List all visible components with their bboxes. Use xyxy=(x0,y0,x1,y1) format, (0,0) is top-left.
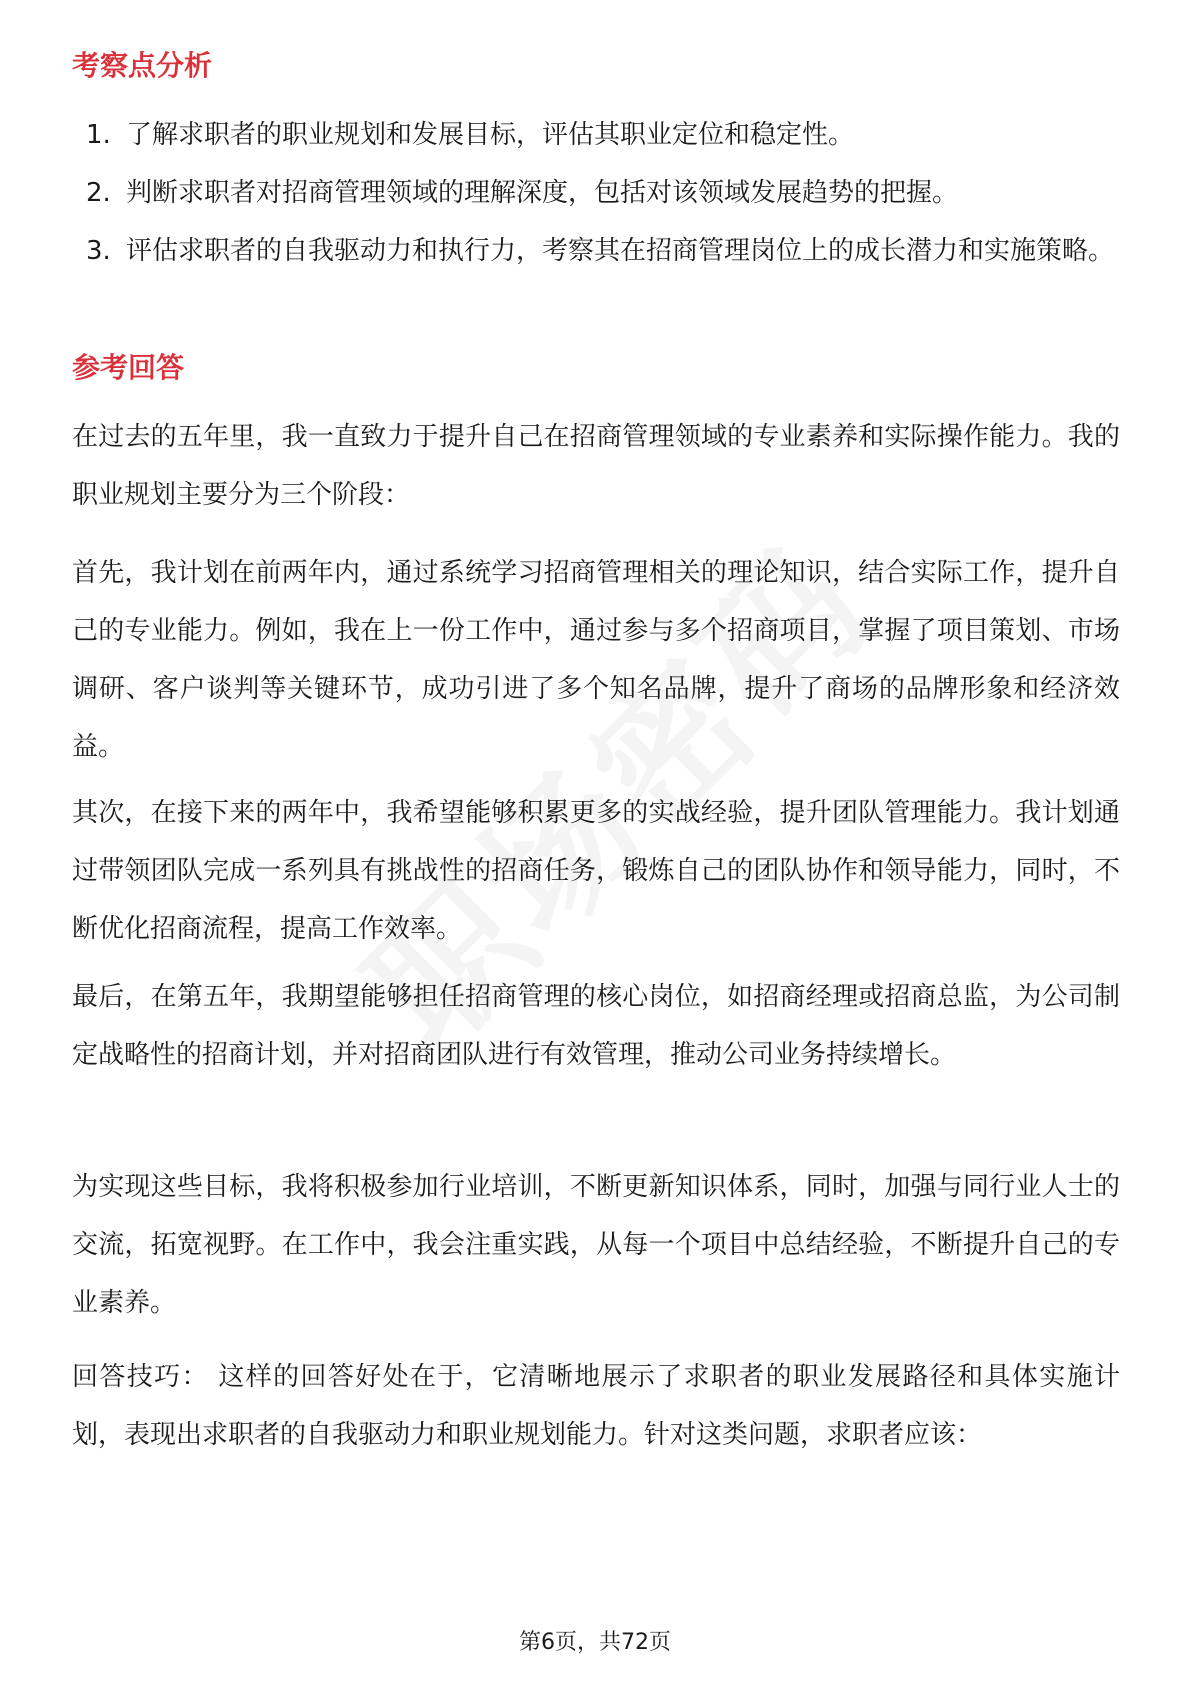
list-item-text: 了解求职者的职业规划和发展目标，评估其职业定位和稳定性。 xyxy=(126,120,855,150)
answer-paragraph: 在过去的五年里，我一直致力于提升自己在招商管理领域的专业素养和实际操作能力。我的职业规划主要分为三个阶段： xyxy=(72,422,1120,510)
list-item-number: 2. xyxy=(86,178,111,208)
list-item-number: 1. xyxy=(86,120,111,150)
list-item-text: 判断求职者对招商管理领域的理解深度，包括对该领域发展趋势的把握。 xyxy=(126,178,959,208)
page-number: 第6页，共72页 xyxy=(519,1630,671,1655)
answer-paragraph: 其次，在接下来的两年中，我希望能够积累更多的实战经验，提升团队管理能力。我计划通过带领团队完成一系列具有挑战性的招商任务，锻炼自己的团队协作和领导能力，同时，不断优化招商流程，提高工作效率。 xyxy=(72,798,1120,944)
analysis-list xyxy=(72,106,1122,280)
list-item xyxy=(72,106,1122,164)
list-item-number: 3. xyxy=(86,236,111,266)
answer-heading: 参考回答 xyxy=(72,351,185,384)
answer-paragraph: 为实现这些目标，我将积极参加行业培训，不断更新知识体系，同时，加强与同行业人士的交流，拓宽视野。在工作中，我会注重实践，从每一个项目中总结经验，不断提升自己的专业素养。 xyxy=(72,1172,1120,1318)
answer-paragraph: 最后，在第五年，我期望能够担任招商管理的核心岗位，如招商经理或招商总监，为公司制定战略性的招商计划，并对招商团队进行有效管理，推动公司业务持续增长。 xyxy=(72,982,1120,1070)
list-item xyxy=(72,164,1122,222)
analysis-heading: 考察点分析 xyxy=(72,49,213,82)
list-item-text: 评估求职者的自我驱动力和执行力，考察其在招商管理岗位上的成长潜力和实施策略。 xyxy=(126,236,1115,266)
tips-paragraph: 回答技巧： 这样的回答好处在于，它清晰地展示了求职者的职业发展路径和具体实施计划，表现出求职者的自我驱动力和职业规划能力。针对这类问题，求职者应该： xyxy=(72,1362,1120,1450)
answer-paragraph: 首先，我计划在前两年内，通过系统学习招商管理相关的理论知识，结合实际工作，提升自己的专业能力。例如，我在上一份工作中，通过参与多个招商项目，掌握了项目策划、市场调研、客户谈判等关键环节，成功引进了多个知名品牌，提升了商场的品牌形象和经济效益。 xyxy=(72,558,1120,762)
list-item xyxy=(72,222,1122,280)
